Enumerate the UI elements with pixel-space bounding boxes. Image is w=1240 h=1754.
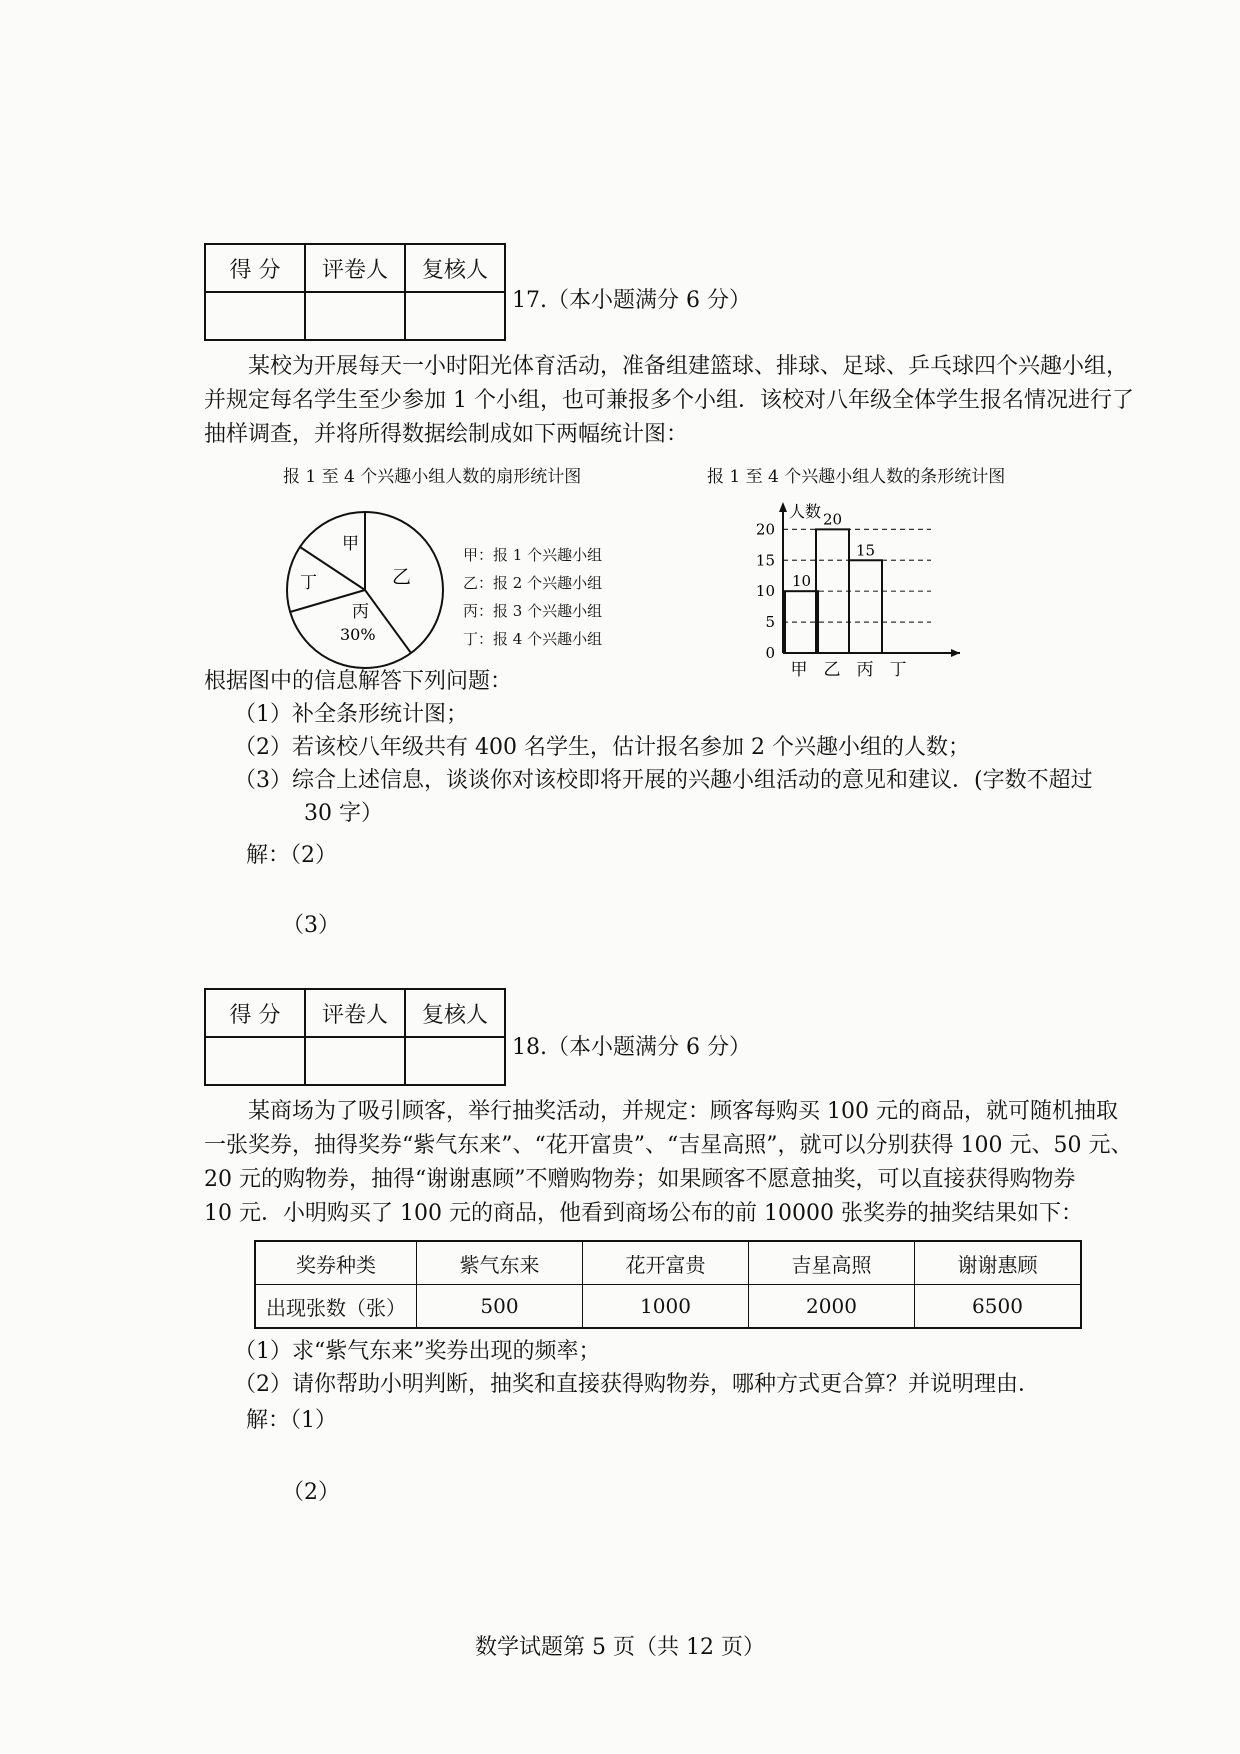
prize-type-3: 吉星高照	[749, 1241, 915, 1285]
pie-label-bing: 丙	[352, 602, 369, 622]
prize-table-row-types	[255, 1241, 1081, 1285]
pie-legend	[463, 541, 602, 653]
q18-title: 18.（本小题满分 6 分）	[512, 1035, 751, 1060]
prize-count-2: 1000	[583, 1285, 749, 1329]
score-cell-grader[interactable]	[305, 292, 405, 340]
bar-x-tick-label: 乙	[823, 660, 841, 680]
bar-y-tick-label: 0	[765, 644, 775, 662]
prize-table-row-counts	[255, 1285, 1081, 1329]
bar-y-tick-label: 10	[755, 582, 775, 601]
score-header-grader: 评卷人	[305, 244, 405, 292]
q18-intro-line-1: 某商场为了吸引顾客，举行抽奖活动，并规定：顾客每购买 100 元的商品，就可随机抽取	[248, 1099, 1118, 1124]
bar-data-label: 15	[855, 541, 876, 560]
prize-type-2: 花开富贵	[583, 1241, 749, 1285]
q17-item-3-cont: 30 字）	[304, 801, 383, 826]
bar-data-label: 10	[791, 572, 812, 591]
legend-item-jia: 甲：报 1 个兴趣小组	[463, 546, 603, 564]
q18-answer-label: 解：（1）	[246, 1408, 337, 1433]
q17-item-3: （3）综合上述信息，谈谈你对该校即将开展的兴趣小组活动的意见和建议．(字数不超过	[234, 768, 1093, 793]
pie-percent-bing: 30%	[340, 625, 376, 644]
score-cell-score[interactable]	[205, 292, 305, 340]
bar-data-label: 20	[822, 510, 843, 529]
score-cell-score[interactable]	[205, 1037, 305, 1085]
q18-item-1: （1）求“紫气东来”奖券出现的频率；	[234, 1339, 601, 1364]
legend-item-bing: 丙：报 3 个兴趣小组	[463, 602, 603, 620]
score-cell-grader[interactable]	[305, 1037, 405, 1085]
bar	[849, 560, 882, 653]
bar-x-axis-arrow	[951, 649, 960, 657]
q17-questions	[204, 665, 1144, 830]
bar-chart	[735, 498, 980, 683]
q17-answer-label-3: （3）	[282, 913, 340, 938]
bar-y-tick-label: 15	[755, 551, 775, 570]
prize-count-3: 2000	[749, 1285, 915, 1329]
prize-table	[254, 1240, 1082, 1329]
bar-y-tick-label: 5	[765, 613, 775, 632]
q18-intro-line-4: 10 元．小明购买了 100 元的商品，他看到商场公布的前 10000 张奖券的抽奖结果如下：	[204, 1201, 1083, 1226]
bar-x-tick-label: 丁	[889, 660, 907, 680]
prize-header-label: 奖券种类	[255, 1241, 417, 1285]
q17-item-1: （1）补全条形统计图；	[234, 702, 468, 727]
page-footer: 数学试题第 5 页（共 12 页）	[475, 1635, 765, 1660]
prize-type-1: 紫气东来	[417, 1241, 583, 1285]
score-header-score: 得 分	[205, 989, 305, 1037]
prize-count-1: 500	[417, 1285, 583, 1329]
bar-x-tick-label: 甲	[790, 660, 808, 680]
prize-type-4: 谢谢惠顾	[915, 1241, 1082, 1285]
q18-answer-label-2: （2）	[282, 1480, 340, 1505]
bar-chart-title: 报 1 至 4 个兴趣小组人数的条形统计图	[707, 467, 1006, 487]
bar-y-axis-label: 人数	[789, 502, 822, 521]
bar-x-tick-label: 丙	[856, 660, 874, 680]
legend-item-ding: 丁：报 4 个兴趣小组	[463, 630, 603, 648]
legend-item-yi: 乙：报 2 个兴趣小组	[463, 574, 603, 592]
q17-item-2: （2）若该校八年级共有 400 名学生，估计报名参加 2 个兴趣小组的人数；	[234, 735, 970, 760]
q17-answer-label: 解：（2）	[246, 843, 337, 868]
pie-chart	[280, 505, 450, 675]
score-cell-reviewer[interactable]	[405, 292, 505, 340]
q17-prompt: 根据图中的信息解答下列问题：	[204, 669, 513, 694]
bar-y-axis-arrow	[779, 502, 787, 512]
prize-count-label: 出现张数（张）	[255, 1285, 417, 1329]
q18-questions	[204, 1335, 1144, 1401]
prize-count-4: 6500	[915, 1285, 1082, 1329]
pie-label-ding: 丁	[300, 573, 317, 593]
q17-intro-text: 某校为开展每天一小时阳光体育活动，准备组建篮球、排球、足球、乒乓球四个兴趣小组，并规定每名学生至少参加 1 个小组，也可兼报多个小组．该校对八年级全体学生报名情况进行了抽样调查，并将所得数据绘制成如下两幅统计图：	[204, 354, 1134, 447]
score-header-grader: 评卷人	[305, 989, 405, 1037]
q18-intro	[204, 1095, 1144, 1231]
pie-label-yi: 乙	[392, 566, 412, 588]
score-header-reviewer: 复核人	[405, 989, 505, 1037]
q17-intro	[204, 350, 1144, 452]
pie-label-jia: 甲	[342, 534, 359, 554]
q18-intro-line-3: 20 元的购物券，抽得“谢谢惠顾”不赠购物券；如果顾客不愿意抽奖，可以直接获得购物券	[204, 1167, 1076, 1192]
q17-title: 17.（本小题满分 6 分）	[512, 288, 751, 313]
score-table-q17	[204, 243, 506, 341]
q18-intro-line-2: 一张奖券，抽得奖券“紫气东来”、“花开富贵”、“吉星高照”，就可以分别获得 100 元、50 元、	[204, 1133, 1133, 1158]
score-cell-reviewer[interactable]	[405, 1037, 505, 1085]
score-header-score: 得 分	[205, 244, 305, 292]
pie-chart-title: 报 1 至 4 个兴趣小组人数的扇形统计图	[283, 467, 582, 487]
score-header-reviewer: 复核人	[405, 244, 505, 292]
q18-item-2: （2）请你帮助小明判断，抽奖和直接获得购物券，哪种方式更合算？并说明理由．	[234, 1372, 1040, 1397]
score-table-q18	[204, 988, 506, 1086]
bar-y-tick-label: 20	[755, 520, 775, 539]
